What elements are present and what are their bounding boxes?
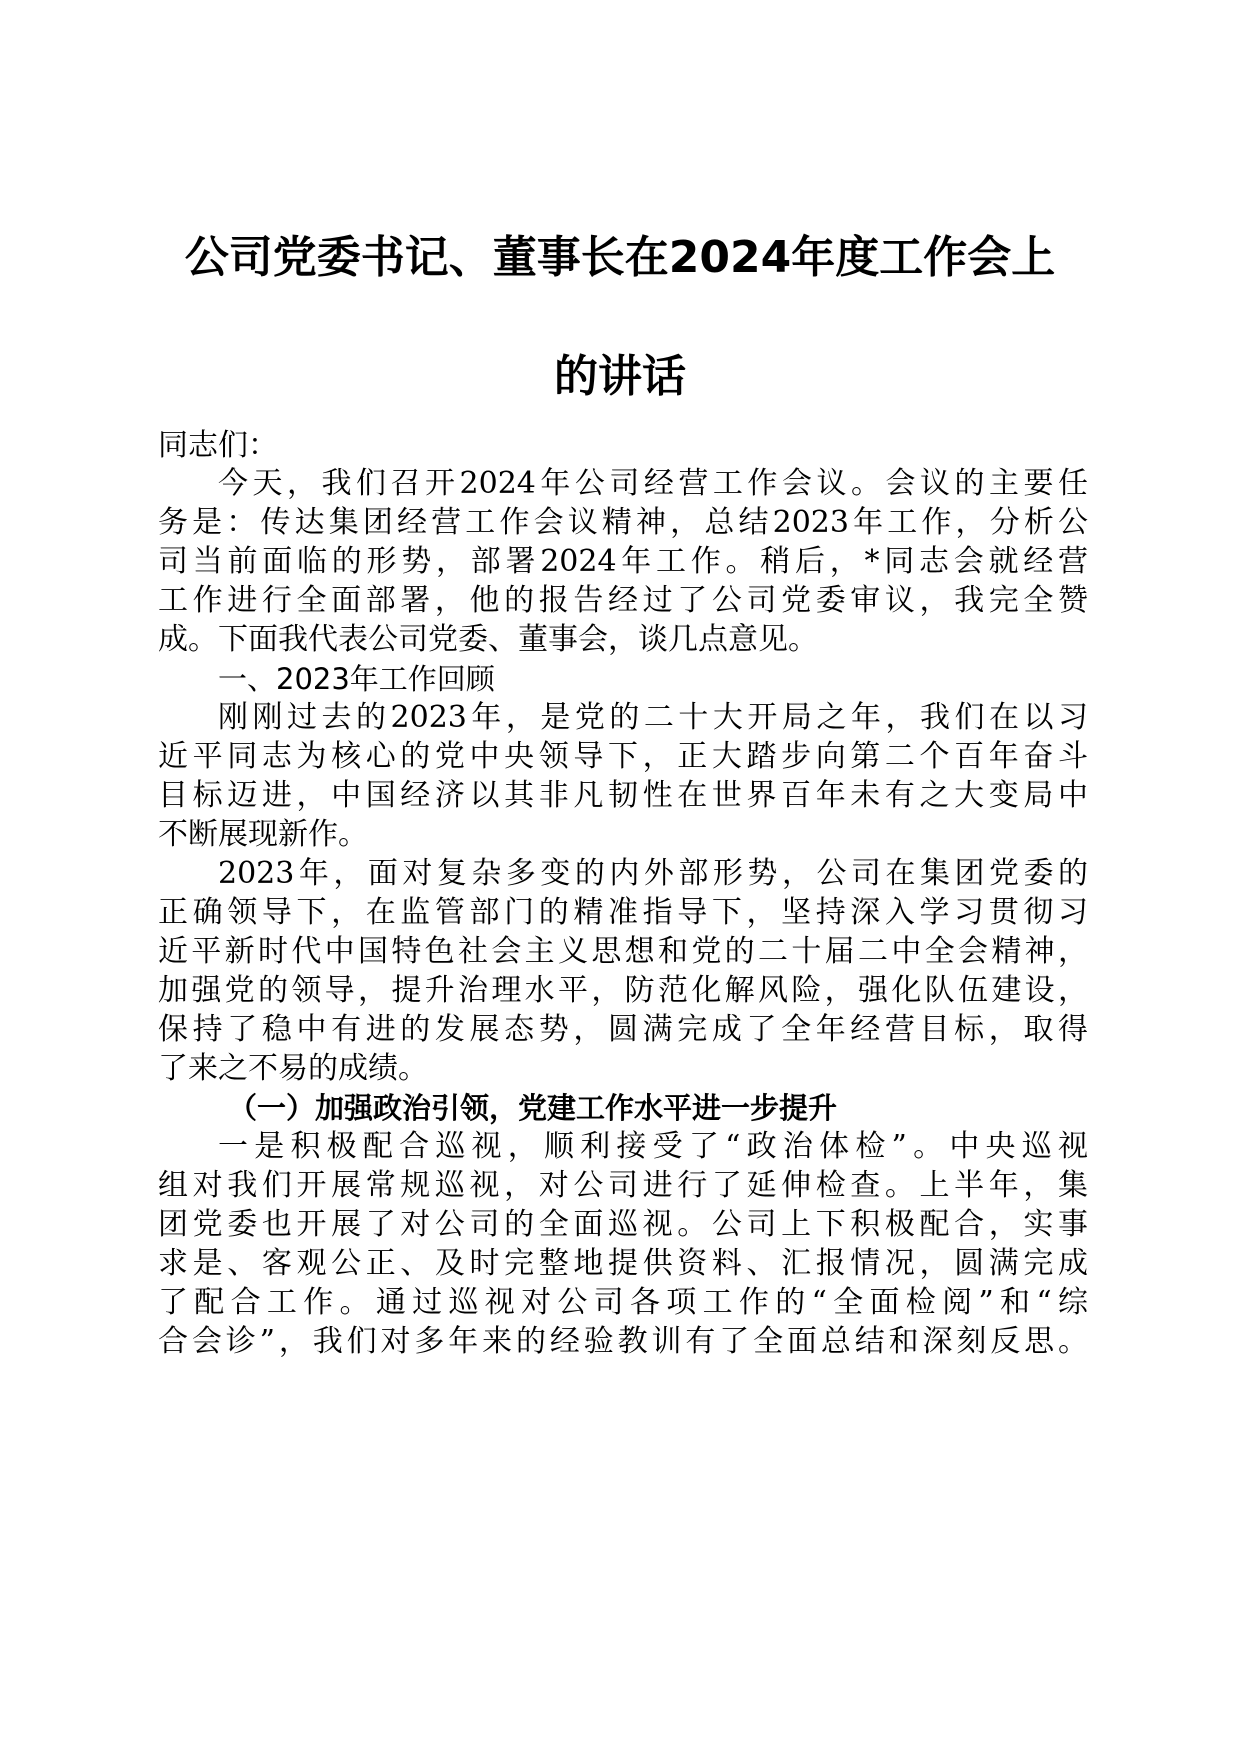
paragraph-line: 今天，我们召开2024年公司经营工作会议。会议的主要任	[218, 466, 1088, 501]
paragraph-line: 加强党的领导，提升治理水平，防范化解风险，强化队伍建设，	[158, 973, 1088, 1008]
paragraph-line: 求是、客观公正、及时完整地提供资料、汇报情况，圆满完成	[158, 1246, 1088, 1281]
subsection-heading: （一）加强政治引领，党建工作水平进一步提升	[228, 1091, 838, 1125]
paragraph-line: 组对我们开展常规巡视，对公司进行了延伸检查。上半年，集	[158, 1168, 1088, 1203]
paragraph-line: 正确领导下，在监管部门的精准指导下，坚持深入学习贯彻习	[158, 895, 1088, 930]
paragraph-line: 成。下面我代表公司党委、董事会，谈几点意见。	[158, 622, 818, 657]
paragraph-line: 不断展现新作。	[158, 817, 368, 852]
document-title-line-2: 的讲话	[554, 351, 686, 402]
paragraph-line: 一是积极配合巡视，顺利接受了“政治体检”。中央巡视	[218, 1129, 1088, 1164]
paragraph-line: 了配合工作。通过巡视对公司各项工作的“全面检阅”和“综	[158, 1285, 1088, 1320]
document-title-line-1: 公司党委书记、董事长在2024年度工作会上	[184, 232, 1056, 283]
paragraph-line: 工作进行全面部署，他的报告经过了公司党委审议，我完全赞	[158, 583, 1088, 618]
paragraph-line: 近平同志为核心的党中央领导下，正大踏步向第二个百年奋斗	[158, 739, 1088, 774]
paragraph-line: 近平新时代中国特色社会主义思想和党的二十届二中全会精神，	[158, 934, 1088, 969]
paragraph-line: 司当前面临的形势，部署2024年工作。稍后，*同志会就经营	[158, 544, 1088, 579]
section-heading: 一、2023年工作回顾	[218, 662, 495, 696]
paragraph-line: 目标迈进，中国经济以其非凡韧性在世界百年未有之大变局中	[158, 778, 1088, 813]
salutation: 同志们：	[158, 428, 278, 463]
paragraph-line: 务是：传达集团经营工作会议精神，总结2023年工作，分析公	[158, 505, 1088, 540]
paragraph-line: 保持了稳中有进的发展态势，圆满完成了全年经营目标，取得	[158, 1012, 1088, 1047]
paragraph-line: 刚刚过去的2023年，是党的二十大开局之年，我们在以习	[218, 700, 1088, 735]
paragraph-line: 了来之不易的成绩。	[158, 1051, 428, 1086]
paragraph-line: 2023年，面对复杂多变的内外部形势，公司在集团党委的	[218, 856, 1088, 891]
paragraph-line: 团党委也开展了对公司的全面巡视。公司上下积极配合，实事	[158, 1207, 1088, 1242]
paragraph-line: 合会诊”，我们对多年来的经验教训有了全面总结和深刻反思。	[158, 1324, 1088, 1359]
